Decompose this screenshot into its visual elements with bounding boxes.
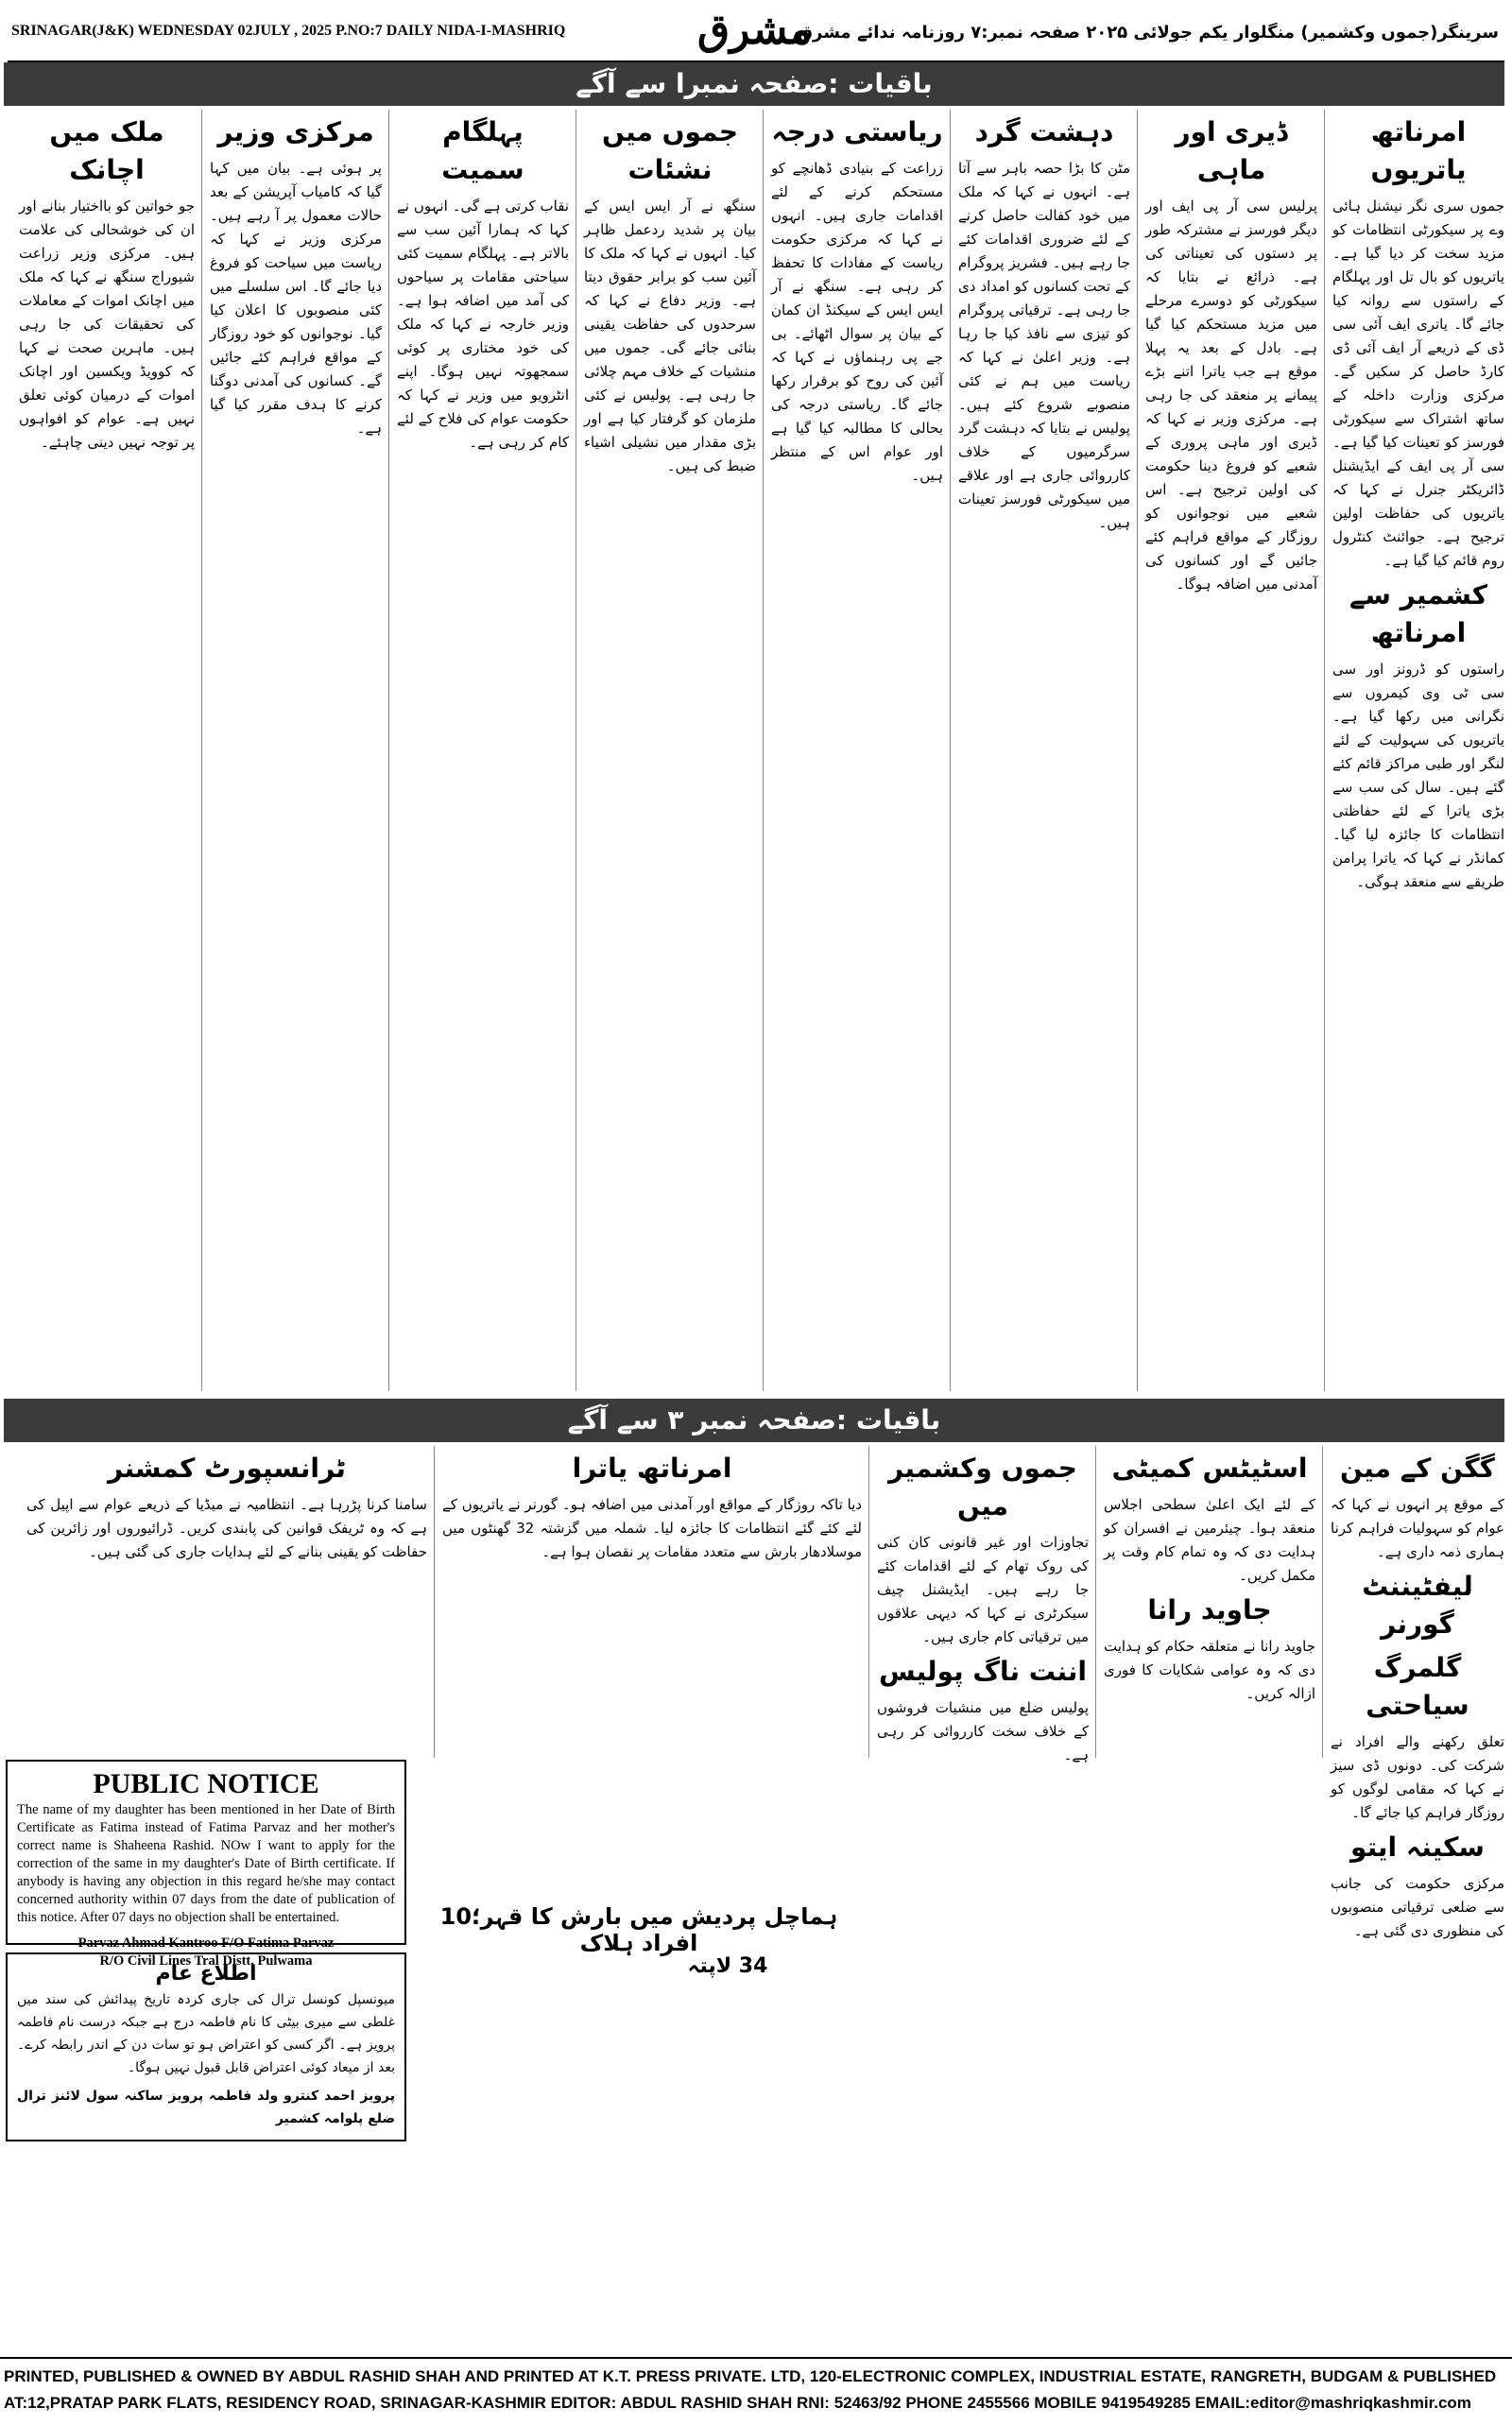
- column: [442, 1446, 862, 1758]
- masthead-dateline: SRINAGAR(J&K) WEDNESDAY 02JULY , 2025 P.NO:7 DAILY NIDA-I-MASHRIQ: [11, 23, 566, 39]
- column-rule: [1324, 110, 1325, 1391]
- column-text: مرکزی حکومت کی جانب سے ضلعی ترقیاتی منصوبوں کی منظوری دی گئی ہے۔: [1331, 1875, 1504, 1939]
- continued-banner-top: باقیات :صفحہ نمبرا سے آگے: [4, 62, 1504, 106]
- column-rule: [868, 1446, 869, 1758]
- column-text: پر ہوئی ہے۔ بیان میں کہا گیا کہ کامیاب آپریشن کے بعد حالات معمول پر آ رہے ہیں۔ مرکزی وزیر نے کہا کہ ریاست میں سیاحت کو فروغ دیا جائے گا۔ اس سلسلے میں کئی منصوبوں کا اعلان کیا گیا۔ نوجوانوں کو خود روزگار کے مواقع فراہم کئے جائیں گے۔ کسانوں کی آمدنی دوگنا کرنے کا ہدف مقرر کیا گیا ہے۔: [210, 160, 382, 437]
- column: [877, 1446, 1089, 1763]
- column-text: کے لئے ایک اعلیٰ سطحی اجلاس منعقد ہوا۔ چیئرمین نے افسران کو ہدایت دی کہ وہ تمام کام وقت پر مکمل کریں۔: [1104, 1496, 1315, 1584]
- column-headline: جاوید رانا: [1147, 1594, 1272, 1625]
- column-headline: اننت ناگ پولیس: [879, 1656, 1087, 1687]
- newspaper-logo: مشرق: [697, 6, 813, 54]
- column: [1331, 1446, 1504, 1939]
- column-text: سامنا کرنا پڑرہا ہے۔ انتظامیہ نے میڈیا کے ذریعے عوام سے اپیل کی ہے کہ وہ ٹریفک قوانین کی پابندی کریں۔ ڈرائیوروں اور زائرین کی حفاظت کو یقینی بنانے کے لئے ہدایات جاری کی گئی ہیں۔: [26, 1496, 427, 1560]
- column-headline: ریاستی درجہ: [771, 116, 943, 147]
- masthead-urdu-dateline: سرینگر(جموں وکشمیر) منگلوار یکم جولائی ۲۰۲۵ صفحہ نمبر:۷ روزنامہ ندائے مشرق: [797, 23, 1499, 43]
- column-headline: امرناتھ یاترا: [572, 1453, 732, 1484]
- column-headline: ملک میں اچانک: [49, 116, 164, 185]
- column-headline: مرکزی وزیر: [217, 116, 374, 147]
- column-text: تجاوزات اور غیر قانونی کان کنی کی روک تھام کے لئے اقدامات کئے جا رہے ہیں۔ ایڈیشنل چیف سیکرٹری نے کہا کہ دیہی علاقوں میں ترقیاتی کام جاری ہیں۔: [877, 1534, 1089, 1645]
- imprint-footer: [0, 2357, 1512, 2425]
- column-text: پرلیس سی آر پی ایف اور دیگر فورسز نے مشترکہ طور پر دستوں کی تعیناتی کی ہے۔ ذرائع نے بتایا کہ سیکورٹی کو دوسرے مرحلے میں مزید مستحکم کیا گیا ہے۔ بادل کے بعد یہ پہلا موقع ہے جب یاترا اتنے بڑے پیمانے پر منعقد کی جا رہی ہے۔ مرکزی وزیر نے کہا کہ ڈیری اور ماہی پروری کے شعبے کو فروغ دینا حکومت کی اولین ترجیح ہے۔ اس شعبے میں نوجوانوں کو روزگار کے مواقع فراہم کئے جائیں گے اور کسانوں کی آمدنی میں اضافہ ہوگا۔: [1145, 198, 1317, 593]
- urdu-notice-body: میونسپل کونسل ترال کی جاری کردہ تاریخ پیدائش کی سند میں غلطی سے میری بیٹی کا نام فاطمہ درج ہے جبکہ درست نام فاطمہ پرویز ہے۔ اگر کسی کو اعتراض ہو تو سات دن کے اندر رابطہ کرے۔ بعد از میعاد کوئی اعتراض قابل قبول نہیں ہوگا۔: [17, 1992, 395, 2075]
- column-text: زراعت کے بنیادی ڈھانچے کو مستحکم کرنے کے لئے اقدامات جاری ہیں۔ انہوں نے کہا کہ مرکزی حکومت ریاست کے مفادات کا تحفظ کر رہی ہے۔ سنگھ نے آر ایس ایس کے سیکنڈ ان کمان کے بیان پر سوال اٹھائے۔ بی جے پی رہنماؤں نے کہا کہ آئین کی روح کو برقرار رکھا جائے گا۔ ریاستی درجہ کی بحالی کا مطالبہ کیا گیا ہے اور عوام اس کے منتظر ہیں۔: [771, 160, 943, 484]
- column-headline: جموں میں نشئات: [601, 116, 739, 185]
- column-rule: [1095, 1446, 1096, 1758]
- imprint-line2: AT:12,PRATAP PARK FLATS, RESIDENCY ROAD, SRINAGAR-KASHMIR EDITOR: ABDUL RASHID SHAH RNI: 52463/92 PHONE 2455566 MOBILE 9419549285 EMAIL:editor@mashriqkashmir.com: [4, 2394, 1471, 2412]
- top-columns: [4, 110, 1504, 1391]
- public-notice-title: PUBLIC NOTICE: [93, 1768, 319, 1799]
- column: [397, 110, 569, 1391]
- column: [26, 1446, 427, 1758]
- column-rule: [434, 1446, 435, 1758]
- column-rule: [950, 110, 951, 1391]
- column-text: جاوید رانا نے متعلقہ حکام کو ہدایت دی کہ وہ عوامی شکایات کا فوری ازالہ کریں۔: [1104, 1638, 1315, 1702]
- column-headline: سکینہ ایتو: [1350, 1832, 1485, 1863]
- column-headline: ٹرانسپورٹ کمشنر: [108, 1453, 346, 1484]
- column-headline: لیفٹیننٹ گورنر: [1362, 1571, 1473, 1640]
- imprint-line1: PRINTED, PUBLISHED & OWNED BY ABDUL RASHID SHAH AND PRINTED AT K.T. PRESS PRIVATE. LTD, 120-ELECTRONIC COMPLEX, INDUSTRIAL ESTATE, RANGRETH, BUDGAM & PUBLISHED: [4, 2367, 1497, 2385]
- himachal-subheadline: 34 لاپتہ: [687, 1954, 768, 1978]
- column-text: جو خواتین کو بااختیار بنانے اور ان کی خوشحالی کی علامت ہیں۔ مرکزی وزیر زراعت شیوراج سنگھ نے کہا کہ ملک میں اچانک اموات کے معاملات کی تحقیقات کی جا رہی ہیں۔ ماہرین صحت نے کہا کہ کوویڈ ویکسین اور اچانک اموات کے درمیان کوئی تعلق نہیں ہے۔ عوام کو افواہوں پر توجہ نہیں دینی چاہئے۔: [19, 198, 195, 451]
- column-rule: [201, 110, 202, 1391]
- column: [210, 110, 382, 1391]
- public-notice-body: The name of my daughter has been mentioned in her Date of Birth Certificate as Fatima instead of Fatima Parvaz and her mother's correct name is Shaheena Rashid. NOw I want to apply for the correction of the same in my daughter's Date of Birth certificate. If anybody is having any objection in this regard he/she may contact concerned authority within 07 days from the date of publication of this notice. After 07 days no objection shall be entertained.: [17, 1802, 395, 1925]
- column-text: مٹن کا بڑا حصہ باہر سے آتا ہے۔ انہوں نے کہا کہ ملک میں خود کفالت حاصل کرنے کے لئے ضروری اقدامات کئے جا رہے ہیں۔ فشریز پروگرام کے تحت کسانوں کو امداد دی جا رہی ہے۔ ترقیاتی پروگرام کو تیزی سے نافذ کیا جا رہا ہے۔ وزیر اعلیٰ نے کہا کہ ریاست میں ہم نے کئی منصوبے شروع کئے ہیں۔ پولیس نے بتایا کہ دہشت گرد سرگرمیوں کے خلاف کارروائی جاری ہے اور علاقے میں سیکورٹی فورسز تعینات ہیں۔: [958, 160, 1130, 531]
- column-text: سنگھ نے آر ایس ایس کے بیان پر شدید ردعمل ظاہر کیا۔ انہوں نے کہا کہ ملک کا آئین سب کو برابر حقوق دیتا ہے۔ وزیر دفاع نے کہا کہ سرحدوں کی حفاظت یقینی بنائی جائے گی۔ جموں میں منشیات کے خلاف مہم چلائی جا رہی ہے۔ پولیس نے کئی ملزمان کو گرفتار کیا ہے اور بڑی مقدار میں نشیلی اشیاء ضبط کی ہیں۔: [584, 198, 756, 474]
- column: [1104, 1446, 1315, 1758]
- urdu-notice-box: [6, 1952, 406, 2141]
- column-rule: [388, 110, 389, 1391]
- column-rule: [1137, 110, 1138, 1391]
- column-text: جموں سری نگر نیشنل ہائی وے پر سیکورٹی انتظامات کو مزید سخت کر دیا گیا ہے۔ یاتریوں کو بال تل اور پہلگام کے راستوں سے روانہ کیا جائے گا۔ یاتری ایف آئی سی ڈی کے ذریعے آر ایف آئی ڈی کارڈ حاصل کر سکیں گے۔ مرکزی وزارت داخلہ کے ساتھ اشتراک سے سیکورٹی فورسز کو تعینات کیا گیا ہے۔ سی آر پی ایف کے ایڈیشنل ڈائریکٹر جنرل نے کہا کہ یاتریوں کی حفاظت اولین ترجیح ہے۔ جوائنٹ کنٹرول روم قائم کیا گیا ہے۔: [1332, 198, 1504, 569]
- column-rule: [1322, 1446, 1323, 1758]
- column-text: راستوں کو ڈرونز اور سی سی ٹی وی کیمروں سے نگرانی میں رکھا گیا ہے۔ یاتریوں کی سہولیت کے لئے لنگر اور طبی مراکز قائم کئے گئے ہیں۔ سال کی سب سے بڑی یاترا کے لئے حفاظتی انتظامات کا جائزہ لیا گیا۔ کمانڈر نے کہا کہ یاترا پرامن طریقے سے منعقد ہوگی۔: [1332, 661, 1504, 890]
- column-rule: [763, 110, 764, 1391]
- masthead: [8, 6, 1504, 62]
- column: [958, 110, 1130, 1391]
- column-headline: کشمیر سے امرناتھ: [1349, 579, 1488, 648]
- urdu-notice-signature: پرویز احمد کنترو ولد فاطمہ پرویز ساکنہ سول لائنز ترال ضلع پلوامہ کشمیر: [17, 2089, 395, 2126]
- column: [1332, 110, 1504, 1391]
- column-text: پولیس ضلع میں منشیات فروشوں کے خلاف سخت کارروائی کر رہی ہے۔: [877, 1699, 1089, 1763]
- public-notice-sign-line2: R/O Civil Lines Tral Distt. Pulwama: [99, 1953, 313, 1969]
- column-headline: پہلگام سمیت: [441, 116, 524, 185]
- column-headline: ڈیری اور ماہی: [1175, 116, 1288, 185]
- continued-banner-middle: باقیات :صفحہ نمبر ۳ سے آگے: [4, 1399, 1504, 1442]
- column-headline: گگن کے مین: [1340, 1453, 1495, 1484]
- public-notice-sign-line1: Parvaz Ahmad Kantroo F/O Fatima Parvaz: [77, 1935, 335, 1951]
- column-text: کے موقع پر انہوں نے کہا کہ عوام کو سہولیات فراہم کرنا ہماری ذمہ داری ہے۔: [1331, 1496, 1504, 1560]
- column-text: نقاب کرتی ہے گی۔ انہوں نے کہا کہ ہمارا آئین سب سے بالاتر ہے۔ پہلگام سمیت کئی سیاحتی مقامات پر سیاحوں کی آمد میں اضافہ ہوا ہے۔ وزیر خارجہ نے کہا کہ ملک کی خود مختاری پر کوئی سمجھوتہ نہیں ہوگا۔ اپنے انٹرویو میں وزیر نے کہا کہ حکومت عوام کی فلاح کے لئے کام کر رہی ہے۔: [397, 198, 569, 451]
- himachal-headline: ہماچل پردیش میں بارش کا قہر؛10 افراد ہلاک: [439, 1903, 838, 1956]
- column-headline: دہشت گرد: [974, 116, 1114, 147]
- column-headline: اسٹیٹس کمیٹی: [1111, 1453, 1308, 1484]
- public-notice-box: [6, 1760, 406, 1969]
- column-text: دیا تاکہ روزگار کے مواقع اور آمدنی میں اضافہ ہو۔ گورنر نے یاتریوں کے لئے کئے گئے انتظامات کا جائزہ لیا۔ شملہ میں گزشتہ 32 گھنٹوں میں موسلادھار بارش سے متعدد مقامات پر نقصان ہوا ہے۔: [442, 1496, 862, 1560]
- column: [19, 110, 195, 1391]
- column-headline: جموں وکشمیر میں: [888, 1453, 1077, 1522]
- column-text: تعلق رکھنے والے افراد نے شرکت کی۔ دونوں ڈی سیز نے کہا کہ مقامی لوگوں کو روزگار فراہم کیا جائے گا۔: [1331, 1733, 1504, 1821]
- column-headline: گلمرگ سیاحتی: [1366, 1652, 1469, 1721]
- column: [771, 110, 943, 1391]
- column-headline: امرناتھ یاتریوں: [1370, 116, 1467, 185]
- urdu-notice-title: اطلاع عام: [155, 1962, 257, 1986]
- column: [584, 110, 756, 1391]
- column: [1145, 110, 1317, 1391]
